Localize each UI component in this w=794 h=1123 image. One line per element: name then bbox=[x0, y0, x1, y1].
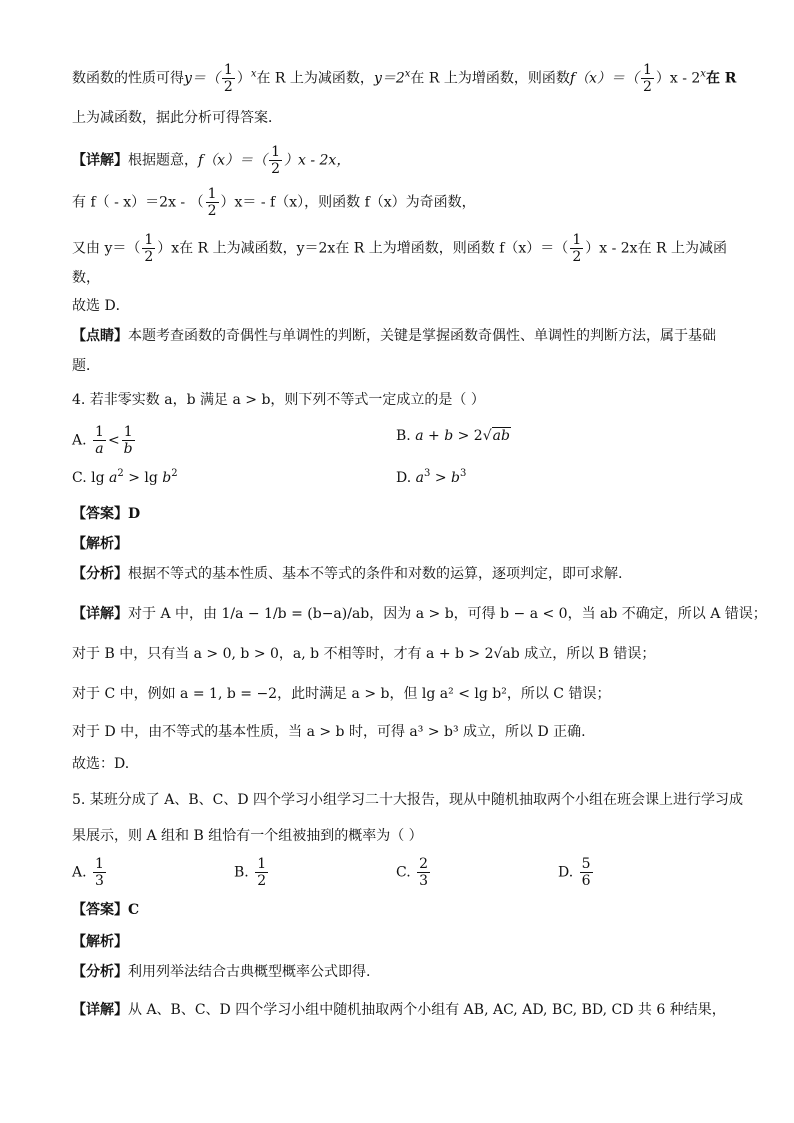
text: 从 A、B、C、D 四个学习小组中随机抽取两个小组有 AB, AC, AD, BC, BD, CD 共 6 种结果， bbox=[128, 1002, 726, 1018]
detail-label: 【详解】 bbox=[72, 1002, 128, 1018]
q5-option-c: C. $\frac{2}{3}$ bbox=[396, 856, 429, 889]
q4-stem: 4. 若非零实数 a，b 满足 a > b，则下列不等式一定成立的是（ ） bbox=[72, 392, 485, 408]
q5-option-b: B. $\frac{1}{2}$ bbox=[234, 856, 267, 889]
math-fx: f（x）＝（ bbox=[569, 70, 639, 87]
q4-choose: 故选：D. bbox=[72, 756, 130, 772]
q5-option-d: D. $\frac{5}{6}$ bbox=[558, 856, 591, 889]
math-y2x: y＝2 bbox=[373, 70, 405, 87]
q5-stem: 5. 某班分成了 A、B、C、D 四个学习小组学习二十大报告，现从中随机抽取两个小组在班会课上进行学习成 bbox=[72, 792, 744, 808]
para-comment-cont: 题． bbox=[72, 358, 100, 374]
math-y: y＝（ bbox=[184, 70, 220, 87]
text: 在 R 上为减函数， bbox=[256, 70, 374, 87]
text: 在 R 上为增函数，则函数 bbox=[410, 70, 570, 87]
text: 利用列举法结合古典概型概率公式即得. bbox=[128, 964, 371, 980]
text: 根据题意， bbox=[128, 152, 198, 169]
q5-answer: 【答案】C bbox=[72, 902, 140, 918]
q5-fenxi bbox=[72, 962, 724, 982]
q4-detail-b: 对于 B 中，只有当 a > 0, b > 0，a, b 不相等时，才有 a + b > 2√ab 成立，所以 B 错误； bbox=[72, 646, 656, 662]
comment-label: 【点睛】 bbox=[72, 328, 128, 344]
detail-label: 【详解】 bbox=[72, 606, 128, 622]
text: 数函数的性质可得 bbox=[72, 70, 184, 87]
q4-option-b: B. a + b > 2√ab bbox=[396, 428, 510, 444]
q4-detail-d: 对于 D 中，由不等式的基本性质，当 a > b 时，可得 a³ > b³ 成立，所以 D 正确. bbox=[72, 724, 586, 740]
fenxi-label: 【分析】 bbox=[72, 964, 128, 980]
paren: ） bbox=[236, 70, 251, 87]
math: f（x）＝（ bbox=[198, 152, 268, 169]
para-decreasing bbox=[72, 232, 728, 265]
para-monotonicity-cont: 上为减函数，据此分析可得答案． bbox=[72, 110, 282, 126]
math: ）x - 2x， bbox=[284, 152, 351, 169]
para-detail bbox=[72, 144, 724, 177]
q5-option-a: A. $\frac{1}{3}$ bbox=[72, 856, 104, 889]
text: 根据不等式的基本性质、基本不等式的条件和对数的运算，逐项判定，即可求解. bbox=[128, 566, 623, 582]
fraction-half: $\frac{1}{2}$ bbox=[144, 232, 154, 265]
text: 有 f（ - x）＝2x - （ bbox=[72, 194, 204, 211]
exponent: x bbox=[250, 68, 257, 80]
q4-analysis-title: 【解析】 bbox=[72, 536, 128, 552]
text: 对于 A 中，由 1/a − 1/b = (b−a)/ab，因为 a > b，可得 b − a < 0，当 ab 不确定，所以 A 错误； bbox=[128, 606, 767, 622]
option-label: C. bbox=[72, 470, 87, 486]
q5-detail bbox=[72, 1000, 724, 1020]
option-label: D. bbox=[396, 470, 412, 486]
detail-label: 【详解】 bbox=[72, 152, 128, 169]
fraction-half: $\frac{1}{2}$ bbox=[572, 232, 582, 265]
q5-stem-cont: 果展示，则 A 组和 B 组恰有一个组被抽到的概率为（ ） bbox=[72, 828, 423, 844]
option-label: B. bbox=[234, 864, 249, 881]
option-label: D. bbox=[558, 864, 574, 881]
text: ）x在 R 上为减函数，y＝2x在 R 上为增函数，则函数 f（x）＝（ bbox=[157, 240, 569, 257]
q4-option-a: A. $\frac{1}{a}$ < $\frac{1}{b}$ bbox=[72, 424, 133, 457]
q4-option-d: D. $a^3 > b^3$ bbox=[396, 468, 467, 486]
q4-detail-c: 对于 C 中，例如 a = 1, b = −2，此时满足 a > b，但 lg a² < lg b²，所以 C 错误； bbox=[72, 686, 611, 702]
text: 又由 y＝（ bbox=[72, 240, 141, 257]
q4-detail-a bbox=[72, 604, 767, 624]
para-odd bbox=[72, 186, 724, 219]
q4-option-c: C. $\lg a^2 > \lg b^2$ bbox=[72, 468, 178, 486]
q4-answer: 【答案】D bbox=[72, 506, 141, 522]
fraction-half: $\frac{1}{2}$ bbox=[223, 62, 233, 95]
q4-fenxi bbox=[72, 564, 724, 584]
q5-analysis-title: 【解析】 bbox=[72, 934, 128, 950]
option-label: B. bbox=[396, 428, 411, 444]
option-label: A. bbox=[72, 432, 87, 449]
text: ）x - 2x在 R 上为减函 bbox=[585, 240, 728, 257]
para-monotonicity: 数函数的性质可得y＝（ $\frac{1}{2}$ ）$^x$在 R 上为减函数，$y=2^x$在 R 上为增函数，则函数f（x）＝（ $\frac{1}{2}$ ）x - 2$^x$在 R bbox=[72, 62, 737, 95]
option-label: A. bbox=[72, 864, 87, 881]
choose-d: 故选 D． bbox=[72, 298, 130, 314]
para-decreasing-cont: 数， bbox=[72, 270, 100, 286]
fraction-half: $\frac{1}{2}$ bbox=[642, 62, 652, 95]
fraction-half: $\frac{1}{2}$ bbox=[207, 186, 217, 219]
text: 本题考查函数的奇偶性与单调性的判断，关键是掌握函数奇偶性、单调性的判断方法，属于基础 bbox=[128, 328, 716, 344]
para-comment bbox=[72, 326, 724, 346]
fenxi-label: 【分析】 bbox=[72, 566, 128, 582]
fraction-half: $\frac{1}{2}$ bbox=[271, 144, 280, 177]
math-minus-2x: ）x - 2 bbox=[655, 70, 701, 87]
text: 在 R bbox=[705, 70, 737, 87]
option-label: C. bbox=[396, 864, 411, 881]
text: ）x＝ - f（x），则函数 f（x）为奇函数， bbox=[220, 194, 476, 211]
